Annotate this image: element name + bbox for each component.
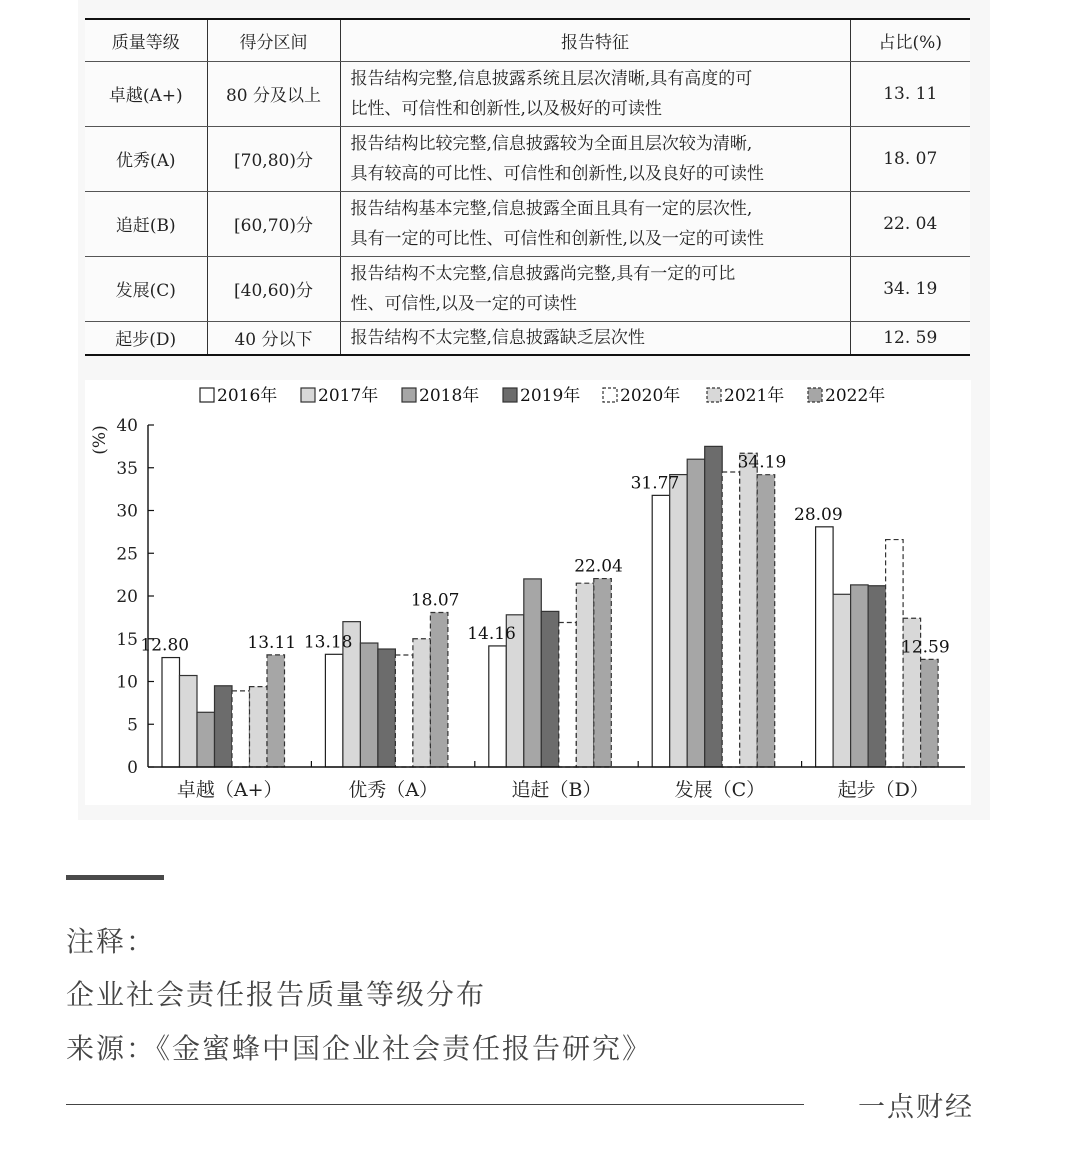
cell-share: 18. 07: [850, 126, 970, 191]
cell-grade: 发展(C): [85, 256, 207, 321]
footer-rule: [66, 1104, 804, 1105]
legend-swatch: [808, 388, 822, 402]
cell-feature: [340, 321, 850, 355]
cell-share: 22. 04: [850, 191, 970, 256]
cell-share: 12. 59: [850, 321, 970, 355]
legend-swatch: [707, 388, 721, 402]
x-category-label: 发展（C）: [674, 779, 766, 801]
cell-grade: 追赶(B): [85, 191, 207, 256]
bar-2020年-3: [722, 472, 740, 767]
cell-feature: [340, 126, 850, 191]
bar-2019年-2: [541, 611, 559, 767]
cell-grade: 起步(D): [85, 321, 207, 355]
grade-table: [85, 18, 970, 356]
legend-label: 2016年: [217, 386, 278, 406]
legend-swatch: [200, 388, 214, 402]
y-tick-label: 5: [127, 715, 138, 736]
data-label-2022年: 13.11: [247, 632, 297, 653]
feature-line: 报告结构基本完整,信息披露全面且具有一定的层次性,: [350, 198, 753, 219]
bar-2017年-4: [833, 594, 851, 767]
cell-feature: [340, 61, 850, 126]
bar-2019年-1: [378, 649, 396, 767]
x-category-label: 起步（D）: [837, 779, 929, 801]
cell-range: 40 分以下: [207, 321, 340, 355]
table-row: [85, 61, 970, 126]
y-tick-label: 20: [116, 587, 138, 607]
data-label-2022年: 12.59: [901, 637, 950, 658]
bar-2016年-1: [325, 654, 343, 767]
cell-range: [40,60)分: [207, 256, 340, 321]
x-category-label: 追赶（B）: [511, 779, 602, 801]
bar-2021年-0: [250, 687, 268, 767]
x-category-label: 优秀（A）: [348, 779, 438, 801]
bar-2016年-2: [489, 646, 507, 767]
table-row: [85, 256, 970, 321]
y-tick-label: 30: [116, 501, 138, 522]
data-label-2016年: 14.16: [467, 623, 516, 644]
bar-2018年-0: [197, 712, 215, 767]
data-label-2016年: 13.18: [303, 632, 353, 653]
table-row: [85, 191, 970, 256]
bar-2022年-1: [430, 613, 448, 767]
x-category-label: 卓越（A+）: [176, 779, 283, 801]
cell-grade: 卓越(A+): [85, 61, 207, 126]
bar-2019年-0: [215, 686, 233, 767]
bar-2022年-2: [594, 579, 612, 767]
note-label: 注释：: [66, 925, 157, 958]
bar-2021年-2: [576, 583, 594, 767]
bar-2022年-3: [757, 475, 775, 767]
feature-line: 报告结构完整,信息披露系统且层次清晰,具有高度的可: [350, 68, 753, 89]
legend-swatch: [603, 388, 617, 402]
cell-range: 80 分及以上: [207, 61, 340, 126]
header-grade: 质量等级: [85, 19, 207, 61]
note-divider: [66, 875, 164, 880]
cell-share: 13. 11: [850, 61, 970, 126]
bar-2018年-3: [687, 459, 705, 767]
data-label-2016年: 31.77: [630, 473, 680, 494]
bar-2022年-0: [267, 655, 285, 767]
legend-label: 2018年: [419, 386, 480, 406]
cell-grade: 优秀(A): [85, 126, 207, 191]
bar-2021年-3: [740, 453, 758, 767]
legend-swatch: [301, 388, 315, 402]
note-source: 来源：《金蜜蜂中国企业社会责任报告研究》: [66, 1032, 653, 1065]
bar-2018年-1: [360, 643, 378, 767]
feature-line: 报告结构不太完整,信息披露尚完整,具有一定的可比: [350, 263, 736, 284]
y-axis-label: (%): [90, 425, 110, 455]
y-tick-label: 35: [116, 458, 138, 479]
feature-line: 性、可信性,以及一定的可读性: [350, 293, 577, 314]
data-label-2022年: 18.07: [410, 590, 460, 611]
cell-share: 34. 19: [850, 256, 970, 321]
bar-2017年-0: [180, 676, 198, 767]
y-tick-label: 40: [116, 416, 138, 436]
feature-line: 报告结构比较完整,信息披露较为全面且层次较为清晰,: [350, 133, 753, 154]
data-label-2022年: 34.19: [737, 452, 787, 473]
feature-line: 具有较高的可比性、可信性和创新性,以及良好的可读性: [350, 163, 764, 184]
y-tick-label: 10: [116, 672, 138, 693]
note-caption: 企业社会责任报告质量等级分布: [66, 978, 487, 1011]
legend-label: 2017年: [318, 386, 379, 406]
header-share: 占比(%): [850, 19, 970, 61]
bar-2016年-3: [652, 495, 670, 767]
feature-line: 报告结构不太完整,信息披露缺乏层次性: [350, 327, 645, 348]
bar-2018年-4: [851, 585, 869, 767]
legend-label: 2021年: [724, 386, 785, 406]
y-tick-label: 25: [116, 544, 138, 565]
legend-label: 2019年: [520, 386, 581, 406]
bar-2019年-4: [868, 586, 886, 767]
data-label-2016年: 12.80: [140, 635, 190, 656]
y-tick-label: 0: [127, 758, 138, 778]
table-row: [85, 321, 970, 355]
bar-2020年-0: [232, 691, 250, 767]
bar-2016年-0: [162, 658, 180, 767]
feature-line: 比性、可信性和创新性,以及极好的可读性: [350, 98, 662, 119]
table-header-row: [85, 19, 970, 61]
data-label-2016年: 28.09: [794, 504, 843, 525]
bar-2022年-4: [921, 659, 939, 767]
bar-2018年-2: [524, 579, 542, 767]
bar-2016年-4: [816, 527, 834, 767]
cell-feature: [340, 256, 850, 321]
legend-swatch: [402, 388, 416, 402]
legend-label: 2020年: [620, 386, 681, 406]
cell-range: [70,80)分: [207, 126, 340, 191]
feature-line: 具有一定的可比性、可信性和创新性,以及一定的可读性: [350, 228, 764, 249]
bar-2021年-1: [413, 639, 431, 767]
cell-range: [60,70)分: [207, 191, 340, 256]
y-tick-label: 15: [116, 629, 138, 650]
footer-brand: 一点财经: [858, 1092, 974, 1123]
bar-2019年-3: [705, 446, 723, 767]
bar-2017年-3: [670, 475, 688, 767]
data-label-2022年: 22.04: [574, 556, 623, 577]
cell-feature: [340, 191, 850, 256]
header-feature: 报告特征: [340, 19, 850, 61]
bar-2020年-1: [395, 655, 413, 767]
table-row: [85, 126, 970, 191]
legend-swatch: [503, 388, 517, 402]
legend-label: 2022年: [825, 386, 886, 406]
grade-distribution-chart: [85, 380, 971, 805]
bar-2020年-2: [559, 623, 577, 767]
header-score-range: 得分区间: [207, 19, 340, 61]
